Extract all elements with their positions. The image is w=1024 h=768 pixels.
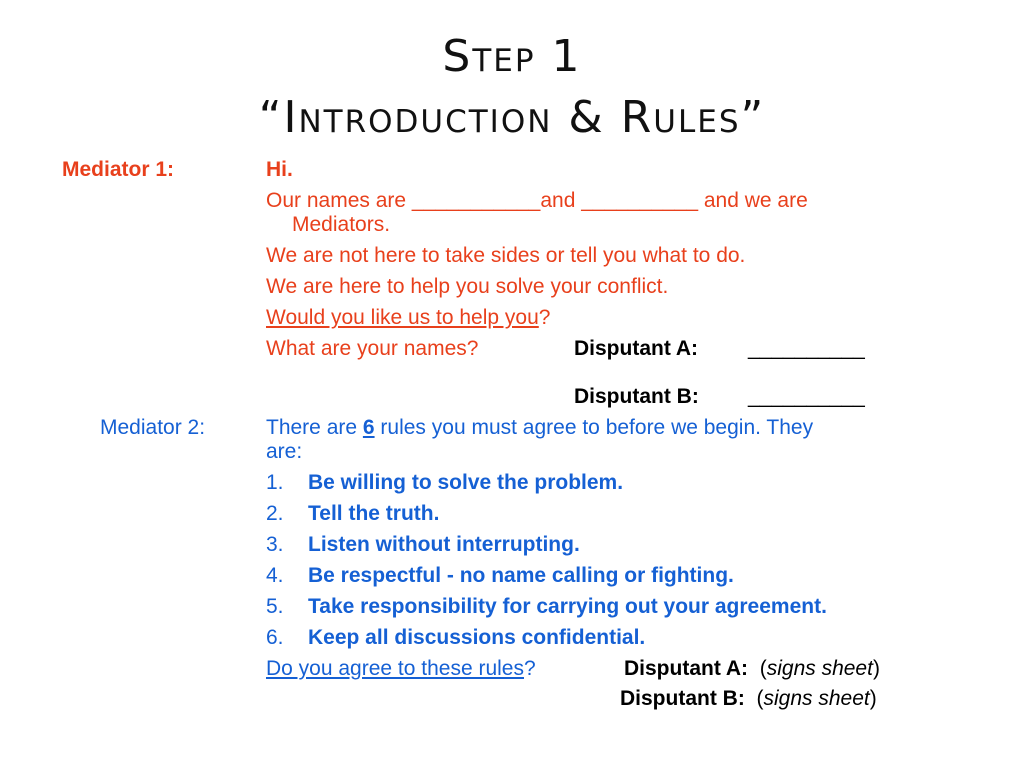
rule-text: Be willing to solve the problem. [308,471,624,494]
disputant-b-blank: __________ [748,385,865,408]
disputant-a-signs-line [624,657,880,681]
disputant-b-signs-line [620,687,877,711]
rule-text: Be respectful - no name calling or fighting. [308,564,734,587]
close-paren: ) [869,687,877,710]
rule-text: Take responsibility for carrying out your agreement. [308,595,827,618]
rules-count: 6 [362,416,375,439]
rule-text: Listen without interrupting. [308,533,580,556]
rule-number: 1. [266,471,284,494]
rule-number: 2. [266,502,284,525]
agree-question-line [266,657,536,681]
rule-number: 4. [266,564,284,587]
rule-number: 3. [266,533,284,556]
names-line-2: Mediators. [292,213,391,236]
what-names-text: What are your names? [266,337,479,360]
rules-intro-line-1 [266,416,813,440]
rules-intro-pre: There are [266,416,363,439]
slide-title-line-1: Step 1 [442,31,582,82]
rule-number: 6. [266,626,284,649]
rule-item [266,502,439,526]
rules-intro-post: rules you must agree to before we begin. They [374,416,814,439]
not-here-text: We are not here to take sides or tell you what to do. [266,244,746,267]
open-paren: ( [759,657,767,680]
rule-text: Tell the truth. [308,502,440,525]
rule-item [266,595,827,619]
would-you-like-line [266,306,550,330]
rule-text: Keep all discussions confidential. [308,626,646,649]
names-line-1: Our names are ___________and __________ and we are [266,189,808,212]
greeting-text: Hi. [266,158,293,181]
question-mark: ? [524,657,536,680]
rule-item [266,471,623,495]
slide-title-line-2: “Introduction & Rules” [258,92,766,143]
disputant-b-label: Disputant B: [574,385,699,408]
agree-question-text: Do you agree to these rules [266,657,524,680]
rules-intro-line-2: are: [266,440,303,463]
signs-sheet-a: signs sheet [766,657,873,680]
disputant-a-label: Disputant A: [574,337,699,360]
mediator-1-label: Mediator 1: [62,158,175,181]
rule-item [266,533,580,557]
open-paren: ( [756,687,764,710]
close-paren: ) [872,657,880,680]
disputant-b-label-2: Disputant B: [620,687,745,710]
would-you-like-text: Would you like us to help you [266,306,539,329]
help-solve-text: We are here to help you solve your conflict. [266,275,669,298]
mediator-2-label: Mediator 2: [100,416,206,439]
signs-sheet-b: signs sheet [763,687,870,710]
disputant-a-label-2: Disputant A: [624,657,749,680]
rule-item [266,626,645,650]
rule-item [266,564,734,588]
rule-number: 5. [266,595,284,618]
disputant-a-blank: __________ [748,337,865,360]
question-mark: ? [538,306,551,329]
